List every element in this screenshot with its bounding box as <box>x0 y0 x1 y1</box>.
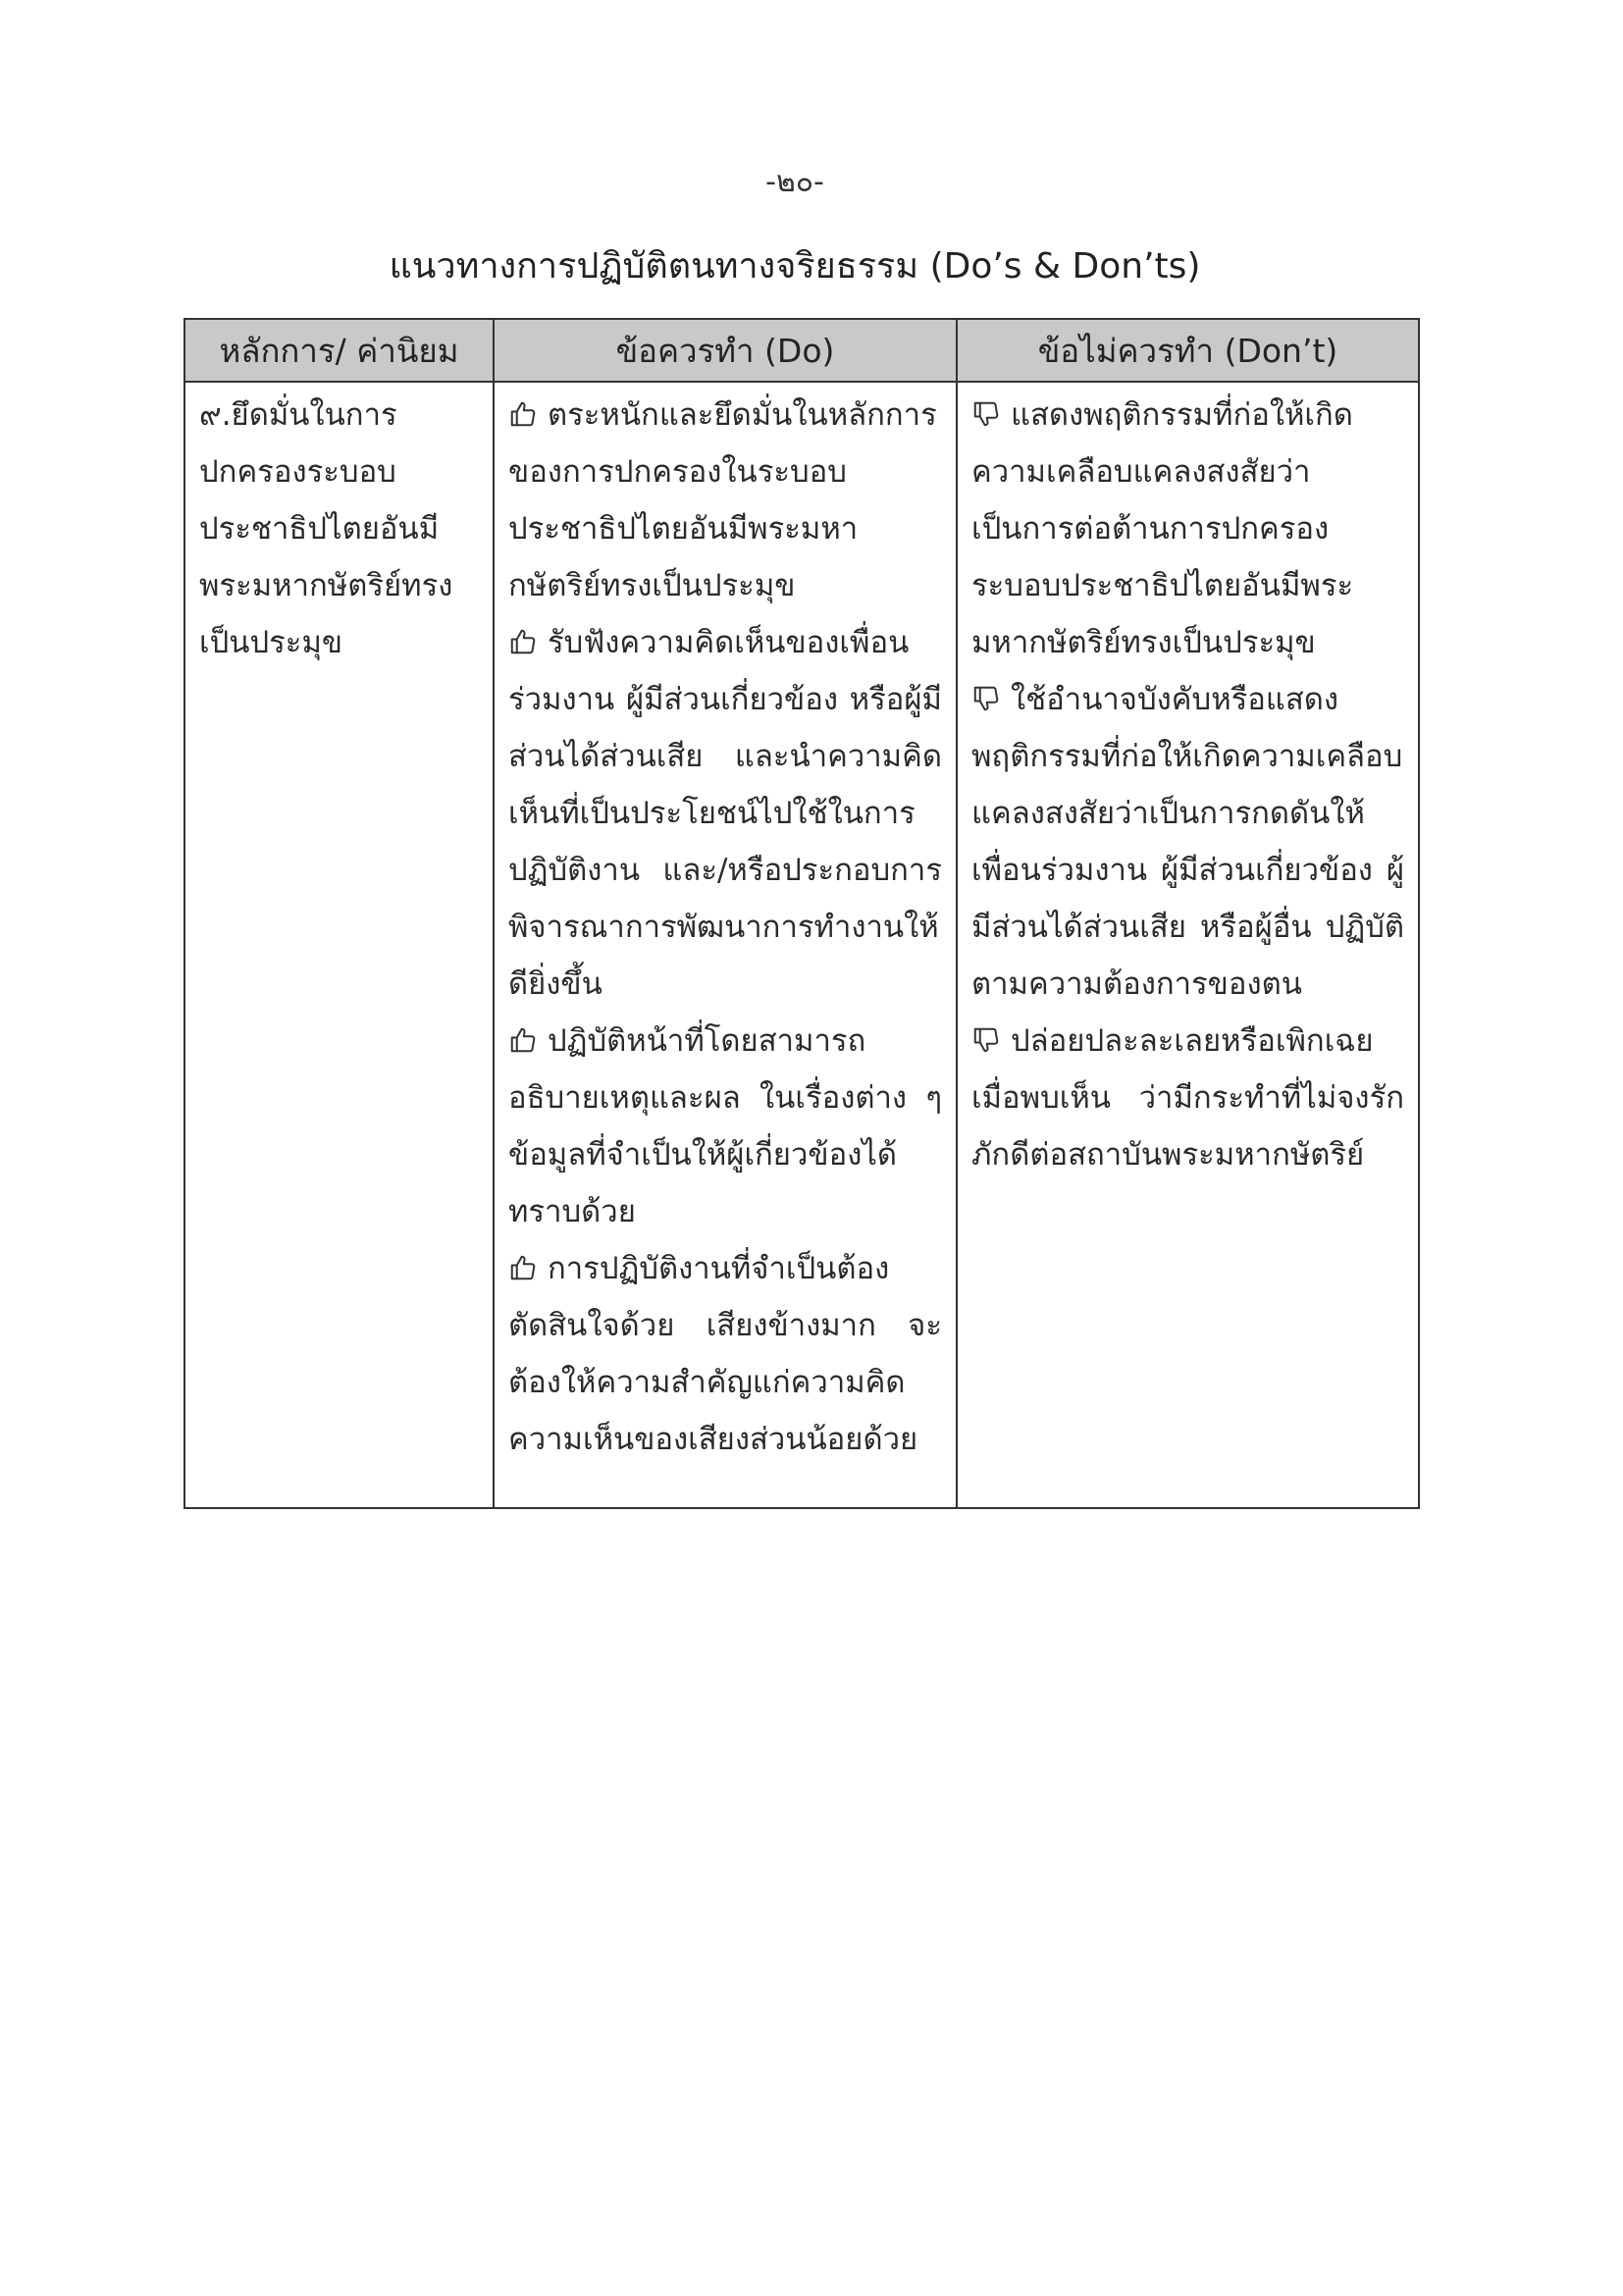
principle-cell <box>184 382 494 1508</box>
dont-cell <box>957 382 1419 1508</box>
do-cell <box>494 382 957 1508</box>
thumbs-up-icon <box>508 627 538 656</box>
do-item-text: ตระหนักและยึดมั่นในหลักการของการปกครองในระบอบประชาธิปไตยอันมีพระมหากษัตริย์ทรงเป็นประมุข <box>508 397 937 603</box>
dont-item-text: ปล่อยปละละเลยหรือเพิกเฉยเมื่อพบเห็น ว่ามีกระทำที่ไม่จงรักภักดีต่อสถาบันพระมหากษัตริย์ <box>971 1023 1404 1173</box>
header-do: ข้อควรทำ (Do) <box>494 319 957 382</box>
page-number: -๒๐- <box>765 165 824 199</box>
table-row <box>184 382 1419 1508</box>
do-item-text: รับฟังความคิดเห็นของเพื่อนร่วมงาน ผู้มีส่วนเกี่ยวข้อง หรือผู้มีส่วนได้ส่วนเสีย และนำความคิดเห็นที่เป็นประโยชน์ไปใช้ในการปฏิบัติงาน และ/หรือประกอบการ พิจารณาการพัฒนาการทำงานให้ดียิ่งขึ้น <box>508 625 942 1002</box>
dont-item <box>971 387 1404 671</box>
do-item <box>508 387 942 614</box>
do-item-text: ปฏิบัติหน้าที่โดยสามารถอธิบายเหตุและผล ในเรื่องต่าง ๆ ข้อมูลที่จำเป็นให้ผู้เกี่ยวข้องได้ทราบด้วย <box>508 1023 942 1229</box>
dont-item <box>971 1013 1404 1183</box>
header-principle: หลักการ/ ค่านิยม <box>184 319 494 382</box>
table-header-row <box>184 319 1419 382</box>
ethics-table <box>183 318 1420 1509</box>
thumbs-down-icon <box>971 399 1001 429</box>
principle-text: ๙.ยึดมั่นในการปกครองระบอบประชาธิปไตยอันมีพระมหากษัตริย์ทรงเป็นประมุข <box>199 397 453 660</box>
header-dont: ข้อไม่ควรทำ (Don’t) <box>957 319 1419 382</box>
do-item <box>508 1013 942 1240</box>
do-item <box>508 614 942 1013</box>
thumbs-up-icon <box>508 1025 538 1055</box>
thumbs-down-icon <box>971 1025 1001 1055</box>
thumbs-up-icon <box>508 399 538 429</box>
dont-item-text: ใช้อำนาจบังคับหรือแสดงพฤติกรรมที่ก่อให้เกิดความเคลือบแคลงสงสัยว่าเป็นการกดดันให้เพื่อนร่วมงาน ผู้มีส่วนเกี่ยวข้อง ผู้มีส่วนได้ส่วนเสีย หรือผู้อื่น ปฏิบัติตามความต้องการของตน <box>971 682 1404 1002</box>
dont-item <box>971 671 1404 1013</box>
thumbs-up-icon <box>508 1253 538 1282</box>
do-item <box>508 1240 942 1468</box>
dont-item-text: แสดงพฤติกรรมที่ก่อให้เกิดความเคลือบแคลงสงสัยว่าเป็นการต่อต้านการปกครองระบอบประชาธิปไตยอันมีพระมหากษัตริย์ทรงเป็นประมุข <box>971 397 1354 660</box>
do-item-text: การปฏิบัติงานที่จำเป็นต้องตัดสินใจด้วย เสียงข้างมาก จะต้องให้ความสำคัญแก่ความคิดความเห็นของเสียงส่วนน้อยด้วย <box>508 1251 942 1457</box>
page-title: แนวทางการปฏิบัติตนทางจริยธรรม (Do’s & Don’ts) <box>389 246 1201 287</box>
thumbs-down-icon <box>971 684 1001 713</box>
